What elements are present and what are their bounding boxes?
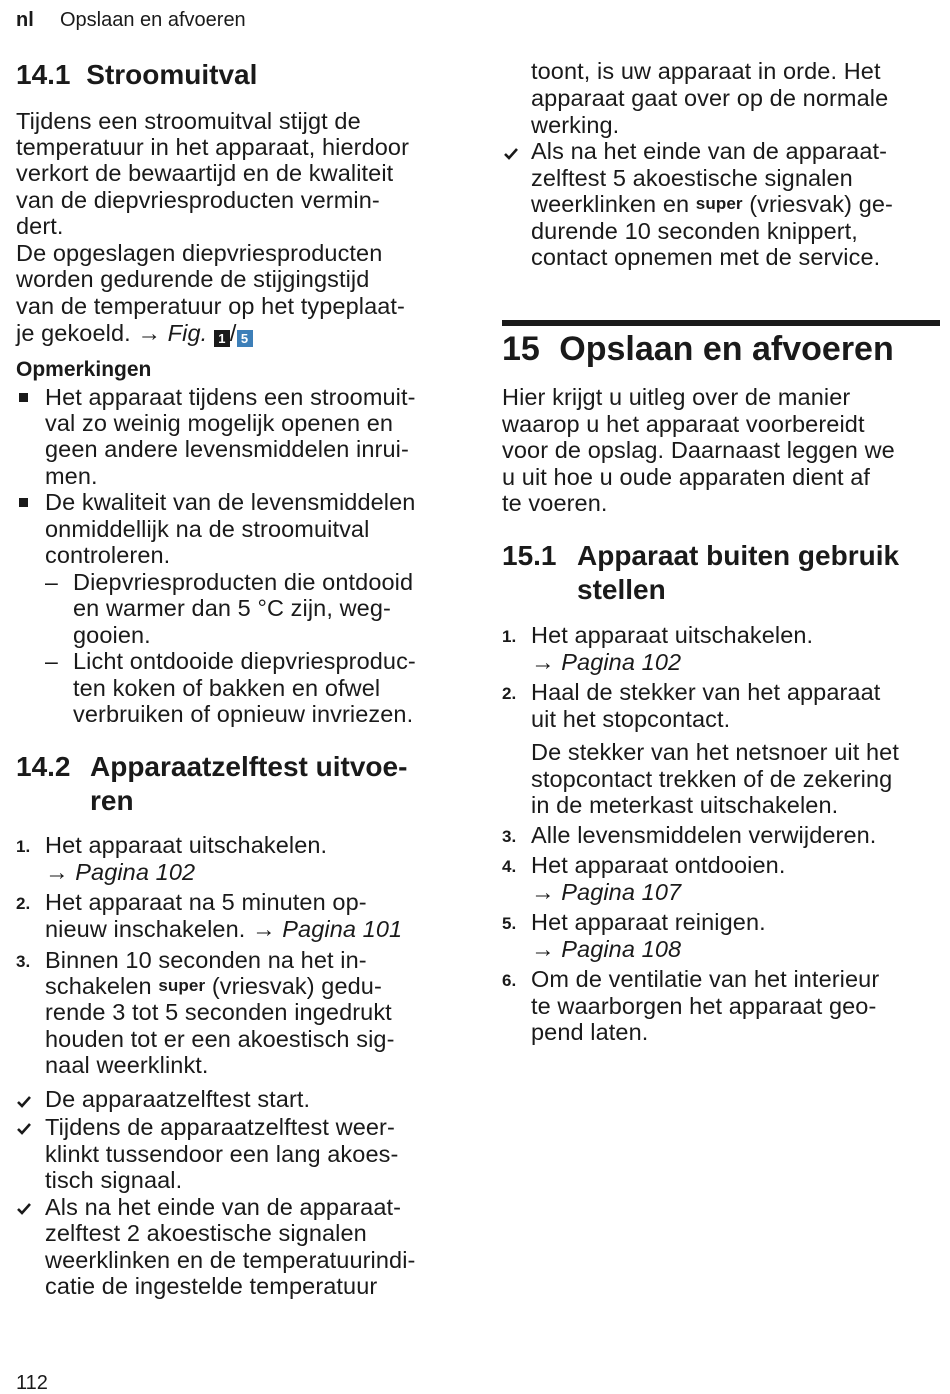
language-code: nl [16, 9, 34, 31]
paragraph-line-with-fig-ref [16, 320, 253, 347]
step-line: Het apparaat ontdooien. [531, 852, 786, 878]
step-number: 3. [502, 827, 517, 846]
result-line: werking. [531, 112, 620, 138]
section-title: Apparaatzelftest uitvoe- [90, 751, 408, 782]
arrow-right-icon: → [531, 936, 555, 962]
step-note-line: stopcontact trekken of de zekering [531, 766, 893, 792]
paragraph-line: waarop u het apparaat voorbereidt [502, 411, 865, 437]
step-line-with-super [45, 973, 382, 999]
step-reference [45, 859, 195, 885]
section-15-1-heading [502, 539, 557, 573]
step-reference [531, 879, 681, 905]
dash-bullet: – [45, 648, 58, 674]
sub-note-line: ten koken of bakken en ofwel [73, 675, 381, 701]
step-line: pend laten. [531, 1019, 649, 1045]
section-title-continued: ren [90, 785, 134, 816]
page-link[interactable]: Pagina 101 [282, 916, 403, 942]
result-line: zelftest 2 akoestische signalen [45, 1220, 367, 1246]
step-number: 1. [502, 627, 517, 646]
result-line: Tijdens de apparaatzelftest weer- [45, 1114, 395, 1140]
step-text: (vriesvak) gedu- [211, 973, 382, 999]
note-line: onmiddellijk na de stroomuitval [45, 516, 370, 542]
section-title: Stroomuitval [86, 59, 258, 90]
step-number: 4. [502, 857, 517, 876]
result-line: contact opnemen met de service. [531, 244, 881, 270]
section-number: 14.1 [16, 59, 71, 90]
figure-separator: / [229, 320, 237, 346]
step-line: Het apparaat uitschakelen. [531, 622, 814, 648]
arrow-right-icon: → [252, 916, 276, 942]
result-line: Als na het einde van de apparaat- [45, 1194, 402, 1220]
step-line-with-reference [45, 916, 402, 942]
note-line: men. [45, 463, 98, 489]
section-14-2-heading [16, 750, 71, 784]
step-line: houden tot er een akoestisch sig- [45, 1026, 395, 1052]
section-number: 15.1 [502, 540, 557, 571]
step-number: 1. [16, 837, 31, 856]
header-title: Opslaan en afvoeren [60, 9, 246, 31]
sub-note-line: Licht ontdooide diepvriesproduc- [73, 648, 416, 674]
paragraph-line: verkort de bewaartijd en de kwaliteit [16, 160, 394, 186]
sub-note-line: verbruiken of opnieuw invriezen. [73, 701, 414, 727]
section-title-continued: stellen [577, 574, 666, 605]
section-14-1-heading [16, 58, 257, 92]
paragraph-line: Hier krijgt u uitleg over de manier [502, 384, 851, 410]
arrow-right-icon: → [531, 649, 555, 675]
paragraph-line: De opgeslagen diepvriesproducten [16, 240, 383, 266]
page-link[interactable]: Pagina 107 [561, 879, 682, 905]
result-text: (vriesvak) ge- [749, 191, 893, 217]
step-text: schakelen [45, 973, 152, 999]
result-line: zelftest 5 akoestische signalen [531, 165, 853, 191]
paragraph-line: u uit hoe u oude apparaten dient af [502, 464, 871, 490]
section-title: Apparaat buiten gebruik [577, 540, 900, 571]
step-line: Binnen 10 seconden na het in- [45, 947, 367, 973]
result-text: weerklinken en [531, 191, 690, 217]
step-text: nieuw inschakelen. [45, 916, 246, 942]
step-note-line: in de meterkast uitschakelen. [531, 792, 839, 818]
note-line: controleren. [45, 542, 171, 568]
step-line: rende 3 tot 5 seconden ingedrukt [45, 999, 392, 1025]
step-note-line: De stekker van het netsnoer uit het [531, 739, 899, 765]
sub-note-line: en warmer dan 5 °C zijn, weg- [73, 595, 391, 621]
result-line: apparaat gaat over op de normale [531, 85, 889, 111]
arrow-right-icon: → [137, 320, 162, 346]
page-link[interactable]: Pagina 102 [561, 649, 682, 675]
check-icon [503, 146, 519, 162]
step-line: te waarborgen het apparaat geo- [531, 993, 877, 1019]
sub-note-line: Diepvriesproducten die ontdooid [73, 569, 414, 595]
figure-box-blue: 5 [237, 330, 253, 347]
note-line: De kwaliteit van de levensmiddelen [45, 489, 416, 515]
paragraph-line: voor de opslag. Daarnaast leggen we [502, 437, 895, 463]
page-link[interactable]: Pagina 102 [75, 859, 196, 885]
paragraph-line: temperatuur in het apparaat, hierdoor [16, 134, 409, 160]
step-line: Het apparaat reinigen. [531, 909, 766, 935]
paragraph-line: van de temperatuur op het typeplaat- [16, 293, 405, 319]
step-line: Haal de stekker van het apparaat [531, 679, 881, 705]
dash-bullet: – [45, 569, 58, 595]
check-icon [16, 1094, 32, 1110]
paragraph-line: Tijdens een stroomuitval stijgt de [16, 108, 361, 134]
step-line: naal weerklinkt. [45, 1052, 209, 1078]
result-line: klinkt tussendoor een lang akoes- [45, 1141, 399, 1167]
super-button-label: super [158, 976, 206, 995]
check-icon [16, 1201, 32, 1217]
check-icon [16, 1121, 32, 1137]
step-reference [531, 649, 681, 675]
step-line: Het apparaat uitschakelen. [45, 832, 328, 858]
paragraph-line: dert. [16, 213, 64, 239]
section-number: 14.2 [16, 751, 71, 782]
result-line: toont, is uw apparaat in orde. Het [531, 58, 881, 84]
result-line: Als na het einde van de apparaat- [531, 138, 888, 164]
result-line: durende 10 seconden knippert, [531, 218, 858, 244]
figure-box-black: 1 [214, 330, 230, 347]
sub-note-line: gooien. [73, 622, 151, 648]
chapter-number: 15 [502, 330, 540, 368]
page-number: 112 [16, 1372, 48, 1394]
step-line: Alle levensmiddelen verwijderen. [531, 822, 877, 848]
paragraph-line: te voeren. [502, 490, 608, 516]
figure-reference[interactable]: Fig. [167, 320, 208, 346]
result-line: weerklinken en de temperatuurindi- [45, 1247, 416, 1273]
step-number: 2. [16, 894, 31, 913]
result-line: tisch signaal. [45, 1167, 183, 1193]
note-line: Het apparaat tijdens een stroomuit- [45, 384, 416, 410]
step-line: Om de ventilatie van het interieur [531, 966, 880, 992]
step-number: 6. [502, 971, 517, 990]
square-bullet-icon [19, 498, 28, 507]
step-number: 2. [502, 684, 517, 703]
paragraph-line: van de diepvriesproducten vermin- [16, 187, 380, 213]
section-divider [502, 320, 940, 326]
step-line: uit het stopcontact. [531, 706, 731, 732]
note-line: geen andere levensmiddelen inrui- [45, 436, 409, 462]
page-link[interactable]: Pagina 108 [561, 936, 682, 962]
arrow-right-icon: → [45, 859, 69, 885]
result-line-with-super [531, 191, 893, 217]
step-number: 5. [502, 914, 517, 933]
arrow-right-icon: → [531, 879, 555, 905]
paragraph-line: worden gedurende de stijgingstijd [16, 266, 370, 292]
chapter-15-heading [502, 329, 894, 369]
result-line: catie de ingestelde temperatuur [45, 1273, 378, 1299]
super-button-label: super [695, 194, 743, 213]
note-line: val zo weinig mogelijk openen en [45, 410, 394, 436]
chapter-title: Opslaan en afvoeren [559, 330, 894, 368]
notes-heading: Opmerkingen [16, 358, 152, 381]
result-line: De apparaatzelftest start. [45, 1086, 311, 1112]
paragraph-text: je gekoeld. [16, 320, 131, 346]
square-bullet-icon [19, 393, 28, 402]
step-number: 3. [16, 952, 31, 971]
step-reference [531, 936, 681, 962]
step-line: Het apparaat na 5 minuten op- [45, 889, 367, 915]
